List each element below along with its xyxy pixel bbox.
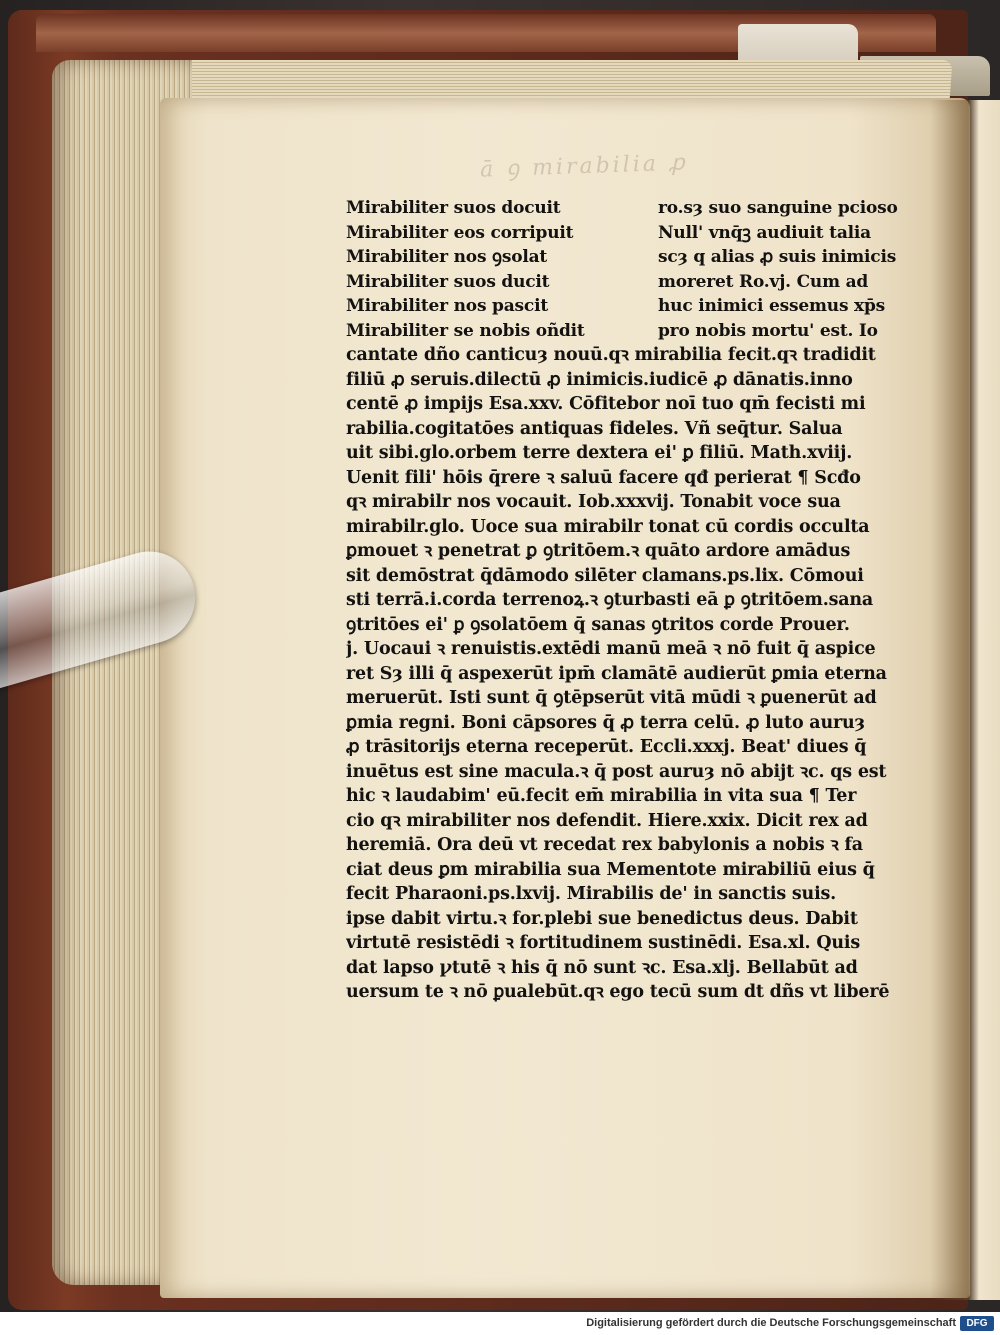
text-line: cantate dño canticuȝ nouū.qꝛ mirabilia fecit.qꝛ tradidit (346, 345, 876, 365)
text-line: Mirabiliter nos ꝯsolat (346, 247, 548, 267)
text-line: sti terrā.i.corda terrenoꝝ.ꝛ ꝯturbasti eā ꝑ ꝯtritōem.sana (346, 590, 874, 610)
text-line: uersum te ꝛ nō ꝑualebūt.qꝛ ego tecū sum dt dñs vt liberē (346, 982, 890, 1002)
text-line: Uenit fili' hōis q̄rere ꝛ saluū facere qđ perierat ¶ Scđo (346, 467, 861, 488)
marginal-note: ā ꝯ mirabilia ꝓ (479, 150, 688, 183)
text-line: meruerūt. Isti sunt q̄ ꝯtēpserūt vitā mūdi ꝛ ꝑuenerūt ad (346, 688, 877, 708)
text-line: ꝑmia regni. Boni cāpsores q̄ ꝓ terra celū. ꝓ luto auruȝ (346, 712, 865, 733)
full-width-text (346, 343, 926, 1005)
text-line: dat lapso ꝩtutē ꝛ his q̄ nō sunt ꝛc. Esa.xlj. Bellabūt ad (346, 957, 858, 978)
text-line: uit sibi.glo.orbem terre dextera ei' ꝑ filiū. Math.xviij. (346, 443, 853, 463)
text-line: inuētus est sine macula.ꝛ q̄ post auruȝ nō abijt ꝛc. qs est (346, 761, 887, 782)
text-line: ꝓ trāsitorijs eterna receperūt. Eccli.xxxj. Beat' diues q̄ (346, 737, 867, 757)
text-line: Mirabiliter nos pascit (346, 296, 548, 316)
text-block (346, 196, 926, 1005)
text-line: qꝛ mirabilr nos vocauit. Iob.xxxvij. Tonabit voce sua (346, 492, 841, 512)
two-column-section (346, 196, 926, 343)
footer-bar (0, 1312, 1000, 1335)
text-line: Mirabiliter eos corripuit (346, 222, 574, 243)
text-line: Mirabiliter suos ducit (346, 271, 550, 292)
text-line: ciat deus ꝑm mirabilia sua Mementote mirabiliū eius q̄ (346, 859, 875, 880)
text-line: fecit Pharaoni.ps.lxvij. Mirabilis de' in sanctis suis. (346, 884, 837, 904)
text-line: virtutē resistēdi ꝛ fortitudinem sustinēdi. Esa.xl. Quis (346, 933, 860, 953)
text-line: ꝑmouet ꝛ penetrat ꝑ ꝯtritōem.ꝛ quāto ardore amādus (346, 541, 851, 561)
page-gutter (930, 100, 1000, 1300)
text-line: heremiā. Ora deū vt recedat rex babylonis a nobis ꝛ fa (346, 835, 863, 855)
text-line: cio qꝛ mirabiliter nos defendit. Hiere.xxix. Dicit rex ad (346, 810, 868, 831)
funding-credit: Digitalisierung gefördert durch die Deutsche Forschungsgemeinschaft (586, 1317, 956, 1329)
text-line: mirabilr.glo. Uoce sua mirabilr tonat cū cordis occulta (346, 516, 870, 537)
text-line: ret Sȝ illi q̄ aspexerūt ipm̄ clamātē audierūt ꝑmia eterna (346, 663, 887, 684)
text-line: centē ꝓ impijs Esa.xxv. Cōfitebor noī tuo qm̄ fecisti mi (346, 394, 866, 414)
text-line: sit demōstrat q̄dāmodo silēter clamans.ps.lix. Cōmoui (346, 565, 864, 586)
dfg-logo: DFG (960, 1316, 994, 1331)
text-line: moreret Ro.vj. Cum ad (658, 271, 869, 292)
text-line: Mirabiliter suos docuit (346, 198, 561, 218)
text-line: j. Uocaui ꝛ renuistis.extēdi manū meā ꝛ nō fuit q̄ aspice (346, 639, 876, 659)
text-line: pro nobis mortu' est. Io (658, 320, 878, 341)
text-line: rabilia.cogitatōes antiquas fideles. Vñ seq̄tur. Salua (346, 418, 843, 439)
text-line: scȝ q alias ꝓ suis inimicis (658, 247, 897, 267)
text-line: hic ꝛ laudabim' eū.fecit em̄ mirabilia in vita sua ¶ Ter (346, 786, 857, 806)
left-column (346, 196, 646, 343)
text-line: Null' vnq̄ꝫ audiuit talia (658, 222, 871, 243)
text-line: Mirabiliter se nobis oñdit (346, 320, 585, 341)
text-line: ꝯtritōes ei' ꝑ ꝯsolatōem q̄ sanas ꝯtritos corde Prouer. (346, 614, 850, 635)
text-line: filiū ꝓ seruis.dilectū ꝓ inimicis.iudicē ꝓ dānatis.inno (346, 369, 853, 390)
text-line: huc inimici essemus xp̄s (658, 296, 886, 316)
right-column (658, 196, 926, 343)
text-line: ipse dabit virtu.ꝛ for.plebi sue benedictus deus. Dabit (346, 908, 858, 929)
text-line: ro.sȝ suo sanguine pcioso (658, 198, 898, 218)
